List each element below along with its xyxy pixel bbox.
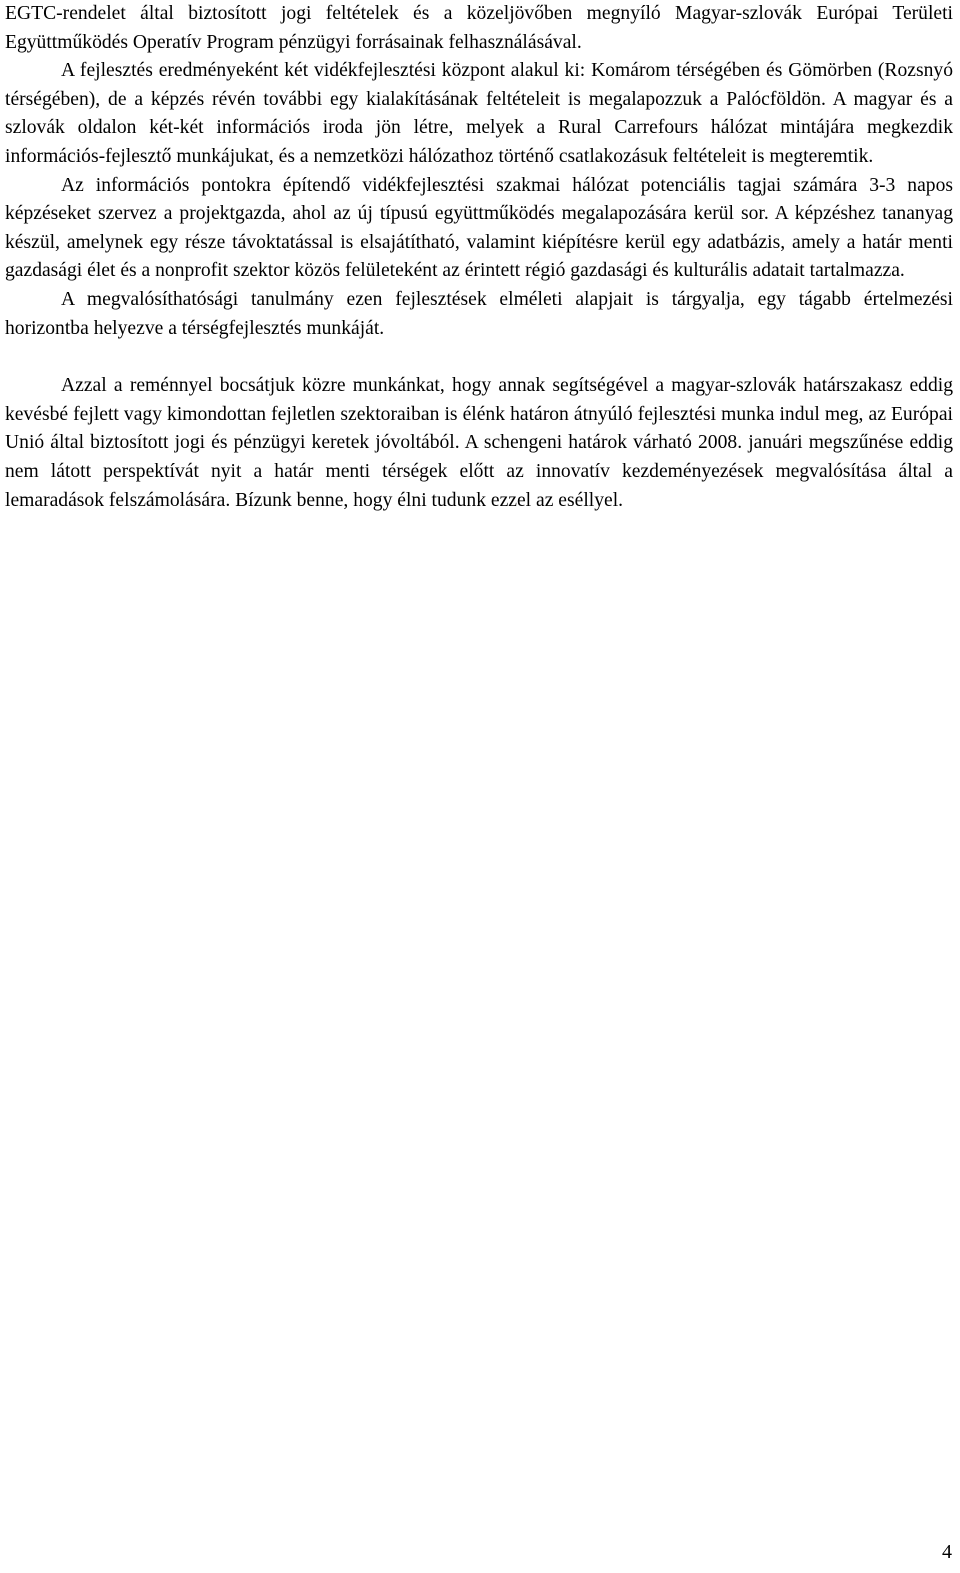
paragraph-3: Az információs pontokra építendő vidékfejlesztési szakmai hálózat potenciális tagjai számára 3-3 napos képzéseket szervez a projektgazda, ahol az új típusú együttműködés megalapozására kerül sor. A képzéshez tananyag készül, amelynek egy része távoktatással is elsajátítható, valamint kiépítésre kerül egy adatbázis, amely a határ menti gazdasági élet és a nonprofit szektor közös felületeként az érintett régió gazdasági és kulturális adatait tartalmazza. bbox=[5, 174, 953, 282]
page-number: 4 bbox=[942, 1541, 952, 1563]
paragraph-spacer bbox=[5, 343, 953, 372]
paragraph-1: EGTC-rendelet által biztosított jogi feltételek és a közeljövőben megnyíló Magyar-szlovák Európai Területi Együttműködés Operatív Program pénzügyi forrásainak felhasználásával. bbox=[5, 3, 953, 53]
document-body bbox=[5, 0, 953, 515]
paragraph-4: A megvalósíthatósági tanulmány ezen fejlesztések elméleti alapjait is tárgyalja, egy tágabb értelmezési horizontba helyezve a térségfejlesztés munkáját. bbox=[5, 288, 953, 339]
paragraph-5: Azzal a reménnyel bocsátjuk közre munkánkat, hogy annak segítségével a magyar-szlovák határszakasz eddig kevésbé fejlett vagy kimondottan fejletlen szektoraiban is élénk határon átnyúló fejlesztési munka indul meg, az Európai Unió által biztosított jogi és pénzügyi keretek jóvoltából. A schengeni határok várható 2008. januári megszűnése eddig nem látott perspektívát nyit a határ menti térségek előtt az innovatív kezdeményezések megvalósítása által a lemaradások felszámolására. Bízunk benne, hogy élni tudunk ezzel az eséllyel. bbox=[5, 375, 953, 511]
paragraph-2: A fejlesztés eredményeként két vidékfejlesztési központ alakul ki: Komárom térségében és Gömörben (Rozsnyó térségében), de a képzés révén további egy kialakításának feltételeit is megalapozzuk a Palócföldön. A magyar és a szlovák oldalon két-két információs iroda jön létre, melyek a Rural Carrefours hálózat mintájára megkezdik információs-fejlesztő munkájukat, és a nemzetközi hálózathoz történő csatlakozásuk feltételeit is megteremtik. bbox=[5, 60, 953, 167]
